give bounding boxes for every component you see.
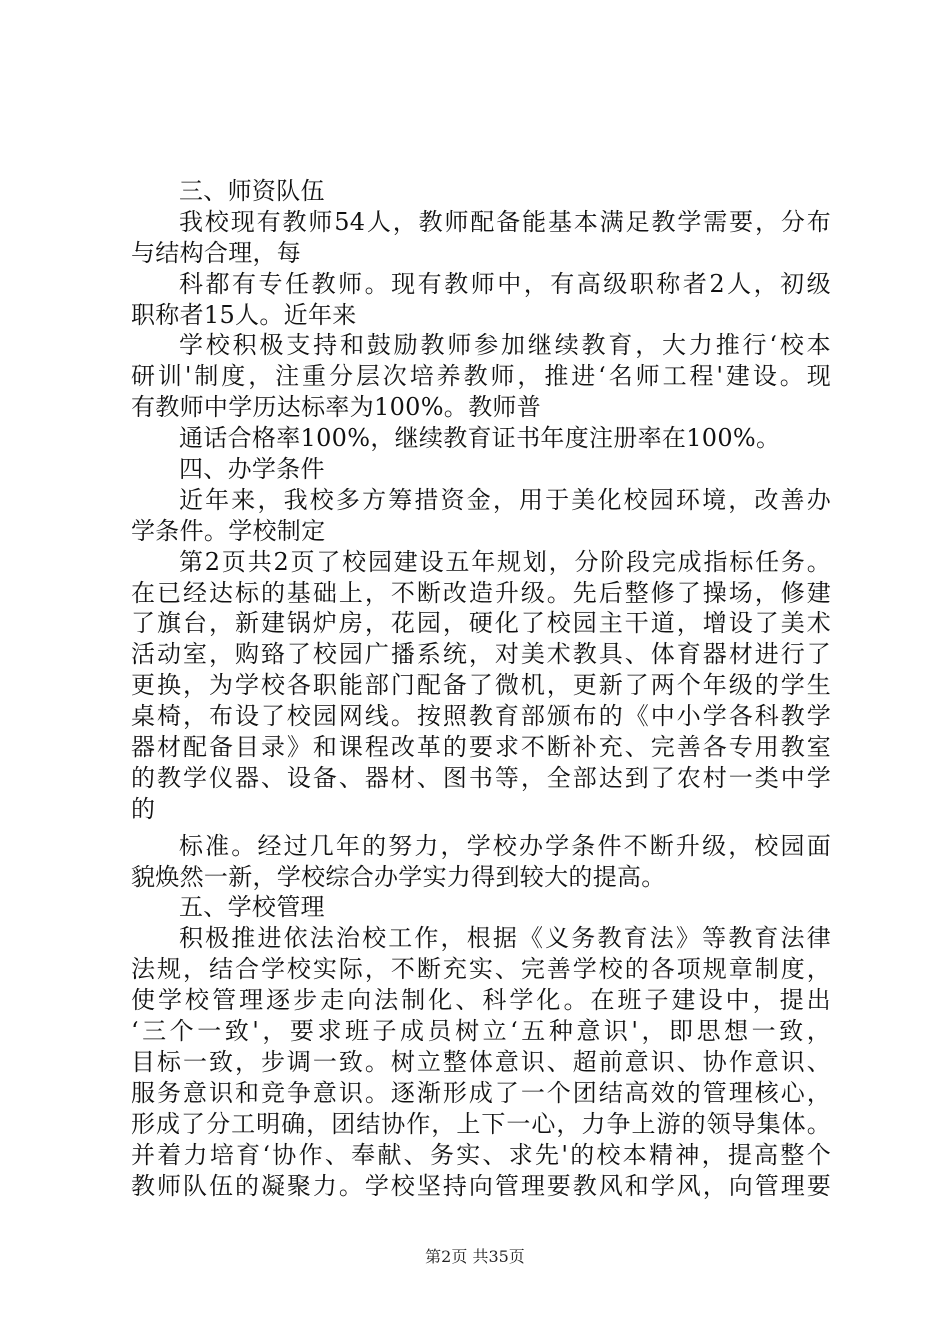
section-heading-teachers: 三、师资队伍 [179,177,325,205]
section-heading-management: 五、学校管理 [179,893,325,922]
paragraph-line: 有教师中学历达标率为100%。教师普 [131,393,542,422]
paragraph-line: 桌椅，布设了校园网线。按照教育部颁布的《中小学各科教学 [131,702,831,731]
page-number-footer: 第2页 共35页 [425,1247,525,1266]
paragraph-line: 法规，结合学校实际，不断充实、完善学校的各项规章制度， [131,955,831,984]
paragraph-line: 在已经达标的基础上，不断改造升级。先后整修了操场，修建 [131,578,831,607]
document-body [131,176,831,1201]
paragraph-line: 近年来，我校多方筹措资金，用于美化校园环境，改善办 [179,485,831,514]
paragraph-line: 貌焕然一新，学校综合办学实力得到较大的提高。 [131,862,666,891]
paragraph-line: 职称者15人。近年来 [131,300,357,329]
paragraph-line: 研训'制度，注重分层次培养教师，推进‘名师工程'建设。现 [131,362,831,391]
paragraph-line: 活动室，购臵了校园广播系统，对美术教具、体育器材进行了 [131,640,831,669]
paragraph-line: 第2页共2页了校园建设五年规划，分阶段完成指标任务。 [179,547,831,576]
paragraph-line: 与结构合理，每 [131,238,302,267]
paragraph-line: ‘三个一致'，要求班子成员树立‘五种意识'，即思想一致， [131,1017,831,1046]
paragraph-line: 标准。经过几年的努力，学校办学条件不断升级，校园面 [179,831,831,860]
paragraph-line: 科都有专任教师。现有教师中，有高级职称者2人，初级 [179,269,831,298]
paragraph-line: 的教学仪器、设备、器材、图书等，全部达到了农村一类中学 [131,763,831,792]
paragraph-line: 使学校管理逐步走向法制化、科学化。在班子建设中，提出 [131,986,831,1015]
paragraph-line: 积极推进依法治校工作，根据《义务教育法》等教育法律 [179,924,831,953]
paragraph-line: 服务意识和竞争意识。逐渐形成了一个团结高效的管理核心， [131,1078,831,1107]
paragraph-line: 学校积极支持和鼓励教师参加继续教育，大力推行‘校本 [179,331,831,360]
paragraph-line: 器材配备目录》和课程改革的要求不断补充、完善各专用教室 [131,733,831,762]
paragraph-line: 了旗台，新建锅炉房，花园，硬化了校园主干道，增设了美术 [131,609,831,638]
paragraph-line: 并着力培育‘协作、奉献、务实、求先'的校本精神，提高整个 [131,1140,831,1169]
paragraph-line: 通话合格率100%，继续教育证书年度注册率在100%。 [179,424,781,453]
paragraph-line: 学条件。学校制定 [131,516,326,545]
paragraph-line: 更换，为学校各职能部门配备了微机，更新了两个年级的学生 [131,671,831,700]
paragraph-line: 形成了分工明确，团结协作，上下一心，力争上游的领导集体。 [131,1109,831,1138]
paragraph-line: 教师队伍的凝聚力。学校坚持向管理要教风和学风，向管理要 [131,1171,831,1200]
paragraph-line: 的 [131,794,156,823]
paragraph-line: 目标一致，步调一致。树立整体意识、超前意识、协作意识、 [131,1047,831,1076]
paragraph-line: 我校现有教师54人，教师配备能基本满足教学需要，分布 [179,207,831,236]
section-heading-conditions: 四、办学条件 [179,455,325,484]
